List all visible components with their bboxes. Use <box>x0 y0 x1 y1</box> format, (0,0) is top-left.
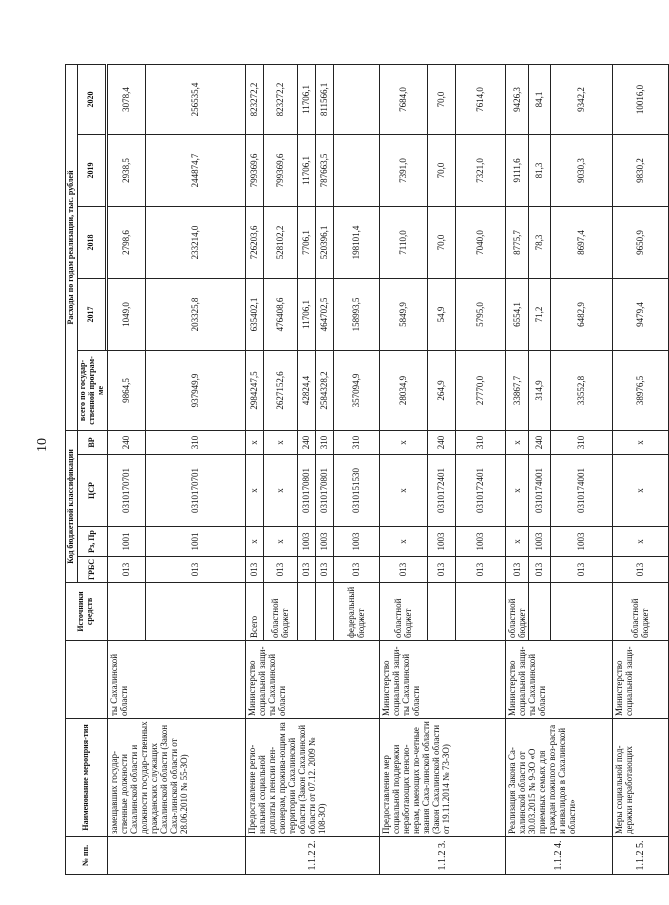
year-2019-cell: 799369,6 <box>245 134 263 206</box>
total-cell: 27770,0 <box>455 350 505 430</box>
grbs-cell: 013 <box>145 557 245 583</box>
grbs-cell: 013 <box>263 557 297 583</box>
measure-name: Предоставление мер социальной поддержки неработающих пенсио-нерам, имеющих по-четные звания Саха-линской области (Закон Сахалинской области от 19.11.2014 № 73-ЗО) <box>379 719 505 837</box>
page-number: 10 <box>35 438 50 452</box>
source-cell <box>550 583 612 641</box>
year-2017-cell: 5795,0 <box>455 278 505 350</box>
rzpr-cell: x <box>505 527 528 557</box>
executor-cell: Министерство социальной защи-ты Сахалинской области <box>505 641 612 719</box>
grbs-cell: 013 <box>455 557 505 583</box>
year-2017-cell: 203325,8 <box>145 278 245 350</box>
rzpr-cell: x <box>612 527 668 557</box>
rzpr-cell: 1003 <box>455 527 505 557</box>
total-cell: 42824,4 <box>297 350 315 430</box>
csr-cell: 0310170701 <box>107 455 145 527</box>
grbs-cell: 013 <box>333 557 379 583</box>
year-2020-cell <box>333 64 379 134</box>
measure-name: Предоставление регио-нальной социальной доплаты к пенсии пен-сионерам, прожива-ющим на территории Сахалинской области (Закон Сахалинской области от 07.12. 2009 № 108-ЗО) <box>245 719 379 837</box>
budget-table <box>65 64 669 875</box>
grbs-cell: 013 <box>379 557 427 583</box>
year-2018-cell: 2798,6 <box>107 206 145 278</box>
grbs-cell: 013 <box>427 557 455 583</box>
header-expenses: Расходы по годам реализации, тыс. рублей <box>66 64 78 430</box>
vr-cell: 240 <box>297 430 315 454</box>
year-2019-cell: 9111,6 <box>505 134 528 206</box>
executor-cell: Министерство социальной защи-ты Сахалинской области <box>245 641 379 719</box>
csr-cell: 0310174001 <box>550 455 612 527</box>
year-2018-cell: 9650,9 <box>612 206 668 278</box>
rzpr-cell: 1003 <box>528 527 550 557</box>
vr-cell: 240 <box>528 430 550 454</box>
year-2017-cell: 54,9 <box>427 278 455 350</box>
rzpr-cell: 1003 <box>427 527 455 557</box>
table-row <box>107 64 145 874</box>
row-number: 1.1.2 5. <box>612 837 668 875</box>
header-budget-class: Код бюджетной классификации <box>66 430 78 582</box>
total-cell: 2984247,5 <box>245 350 263 430</box>
rzpr-cell: 1003 <box>550 527 612 557</box>
year-2020-cell: 11706,1 <box>297 64 315 134</box>
year-2020-cell: 256535,4 <box>145 64 245 134</box>
year-2018-cell: 528102,2 <box>263 206 297 278</box>
year-2020-cell: 823272,2 <box>245 64 263 134</box>
year-2018-cell: 198101,4 <box>333 206 379 278</box>
year-2020-cell: 7614,0 <box>455 64 505 134</box>
vr-cell: x <box>263 430 297 454</box>
rzpr-cell: x <box>245 527 263 557</box>
header-vr: ВР <box>77 430 107 454</box>
total-cell: 2584328,2 <box>315 350 333 430</box>
measure-name: Реализация Закона Са-халинской области от 30.03.2015 № 9-ЗО «О приемных семьях для граждан пожилого воз-раста и инвалидов в Сахалинской области» <box>505 719 612 837</box>
header-year-2018: 2018 <box>77 206 105 278</box>
table-row <box>505 64 528 874</box>
year-2019-cell: 7321,0 <box>455 134 505 206</box>
row-number: 1.1.2 2. <box>245 837 379 875</box>
year-2020-cell: 3078,4 <box>107 64 145 134</box>
year-2019-cell: 81,3 <box>528 134 550 206</box>
grbs-cell: 013 <box>528 557 550 583</box>
total-cell: 2627152,6 <box>263 350 297 430</box>
vr-cell: 310 <box>455 430 505 454</box>
measure-name: замещавших государ-ственные должности Сахалинской области и должности государ-ственных гражданских служащих Сахалинской области (Закон Саха-линской области от 28.06.2010 № 55-ЗО) <box>107 719 245 837</box>
csr-cell: x <box>505 455 528 527</box>
year-2018-cell: 7110,0 <box>379 206 427 278</box>
year-2018-cell: 520396,1 <box>315 206 333 278</box>
header-name: Наименование мероприя-тия <box>66 719 108 837</box>
header-csr: ЦСР <box>77 455 107 527</box>
year-2017-cell: 6554,1 <box>505 278 528 350</box>
year-2017-cell: 71,2 <box>528 278 550 350</box>
year-2018-cell: 70,0 <box>427 206 455 278</box>
csr-cell: 0310151530 <box>333 455 379 527</box>
grbs-cell: 013 <box>107 557 145 583</box>
year-2018-cell: 7040,0 <box>455 206 505 278</box>
year-2019-cell: 244874,7 <box>145 134 245 206</box>
csr-cell: x <box>263 455 297 527</box>
year-2019-cell: 799369,6 <box>263 134 297 206</box>
vr-cell: x <box>612 430 668 454</box>
csr-cell: 0310170801 <box>315 455 333 527</box>
vr-cell: 310 <box>315 430 333 454</box>
source-cell <box>315 583 333 641</box>
csr-cell: 0310174001 <box>528 455 550 527</box>
table-row <box>612 64 668 874</box>
vr-cell: 310 <box>550 430 612 454</box>
vr-cell: 310 <box>145 430 245 454</box>
executor-cell: Министерство социальной защи- <box>612 641 668 719</box>
row-number: 1.1.2 3. <box>379 837 505 875</box>
source-cell: федеральный бюджет <box>333 583 379 641</box>
vr-cell: 310 <box>333 430 379 454</box>
vr-cell: x <box>245 430 263 454</box>
year-2020-cell: 10016,0 <box>612 64 668 134</box>
year-2017-cell: 464702,5 <box>315 278 333 350</box>
year-2017-cell: 9479,4 <box>612 278 668 350</box>
rzpr-cell: 1003 <box>315 527 333 557</box>
csr-cell: 0310172401 <box>427 455 455 527</box>
year-2018-cell: 8775,7 <box>505 206 528 278</box>
year-2018-cell: 726203,6 <box>245 206 263 278</box>
header-year-2019: 2019 <box>77 134 105 206</box>
rzpr-cell: 1001 <box>107 527 145 557</box>
source-cell: областной бюджет <box>612 583 668 641</box>
total-cell: 357094,9 <box>333 350 379 430</box>
executor-cell: ты Сахалинской области <box>107 641 245 719</box>
source-cell: областной бюджет <box>505 583 528 641</box>
year-2018-cell: 233214,0 <box>145 206 245 278</box>
year-2020-cell: 84,1 <box>528 64 550 134</box>
source-cell <box>455 583 505 641</box>
rzpr-cell: x <box>263 527 297 557</box>
csr-cell: x <box>245 455 263 527</box>
year-2017-cell: 6482,9 <box>550 278 612 350</box>
year-2020-cell: 9426,3 <box>505 64 528 134</box>
year-2020-cell: 9342,2 <box>550 64 612 134</box>
year-2019-cell: 11706,1 <box>297 134 315 206</box>
year-2018-cell: 78,3 <box>528 206 550 278</box>
vr-cell: 240 <box>107 430 145 454</box>
grbs-cell: 013 <box>315 557 333 583</box>
csr-cell: 0310170701 <box>145 455 245 527</box>
year-2018-cell: 8697,4 <box>550 206 612 278</box>
header-source: Источники средств <box>66 583 108 641</box>
rzpr-cell: 1001 <box>145 527 245 557</box>
year-2019-cell: 787663,5 <box>315 134 333 206</box>
vr-cell: x <box>379 430 427 454</box>
total-cell: 9864,5 <box>107 350 145 430</box>
source-cell <box>107 583 145 641</box>
total-cell: 937949,9 <box>145 350 245 430</box>
source-cell: областной бюджет <box>379 583 427 641</box>
year-2017-cell: 5849,9 <box>379 278 427 350</box>
rzpr-cell: 1003 <box>297 527 315 557</box>
year-2017-cell: 476408,6 <box>263 278 297 350</box>
grbs-cell: 013 <box>612 557 668 583</box>
year-2017-cell: 11706,1 <box>297 278 315 350</box>
year-2019-cell <box>333 134 379 206</box>
year-2020-cell: 7684,0 <box>379 64 427 134</box>
total-cell: 314,9 <box>528 350 550 430</box>
year-2019-cell: 70,0 <box>427 134 455 206</box>
grbs-cell: 013 <box>245 557 263 583</box>
header-year-2020: 2020 <box>77 64 105 134</box>
csr-cell: 0310170801 <box>297 455 315 527</box>
source-cell <box>528 583 550 641</box>
year-2020-cell: 823272,2 <box>263 64 297 134</box>
source-cell: Всего <box>245 583 263 641</box>
source-cell <box>145 583 245 641</box>
csr-cell: x <box>379 455 427 527</box>
total-cell: 33867,7 <box>505 350 528 430</box>
year-2017-cell: 1049,0 <box>107 278 145 350</box>
header-year-2017: 2017 <box>77 278 105 350</box>
header-rzpr: Рз, Пр <box>77 527 107 557</box>
csr-cell: x <box>612 455 668 527</box>
source-cell <box>427 583 455 641</box>
year-2017-cell: 635402,1 <box>245 278 263 350</box>
year-2019-cell: 9830,2 <box>612 134 668 206</box>
source-cell: областной бюджет <box>263 583 297 641</box>
header-executor <box>66 641 108 719</box>
year-2020-cell: 70,0 <box>427 64 455 134</box>
budget-table-body <box>107 64 668 874</box>
row-number: 1.1.2 4. <box>505 837 612 875</box>
row-number <box>107 837 245 875</box>
grbs-cell: 013 <box>550 557 612 583</box>
table-row <box>245 64 263 874</box>
header-num: № пп. <box>66 837 108 875</box>
rzpr-cell: 1003 <box>333 527 379 557</box>
vr-cell: x <box>505 430 528 454</box>
rzpr-cell: x <box>379 527 427 557</box>
source-cell <box>297 583 315 641</box>
executor-cell: Министерство социальной защи-ты Сахалинской области <box>379 641 505 719</box>
year-2017-cell: 158993,5 <box>333 278 379 350</box>
year-2019-cell: 2938,5 <box>107 134 145 206</box>
year-2020-cell: 811566,1 <box>315 64 333 134</box>
rotated-page <box>65 65 651 875</box>
total-cell: 28034,9 <box>379 350 427 430</box>
total-cell: 264,9 <box>427 350 455 430</box>
table-row <box>379 64 427 874</box>
total-cell: 33552,8 <box>550 350 612 430</box>
vr-cell: 240 <box>427 430 455 454</box>
measure-name: Меры социальной под-держки неработающих <box>612 719 668 837</box>
header-grbs: ГРБС <box>77 557 107 583</box>
grbs-cell: 013 <box>505 557 528 583</box>
year-2019-cell: 9030,3 <box>550 134 612 206</box>
year-2018-cell: 7706,1 <box>297 206 315 278</box>
grbs-cell: 013 <box>297 557 315 583</box>
total-cell: 38976,5 <box>612 350 668 430</box>
csr-cell: 0310172401 <box>455 455 505 527</box>
year-2019-cell: 7391,0 <box>379 134 427 206</box>
header-total: всего по государ-ственной програм-ме <box>77 350 107 430</box>
